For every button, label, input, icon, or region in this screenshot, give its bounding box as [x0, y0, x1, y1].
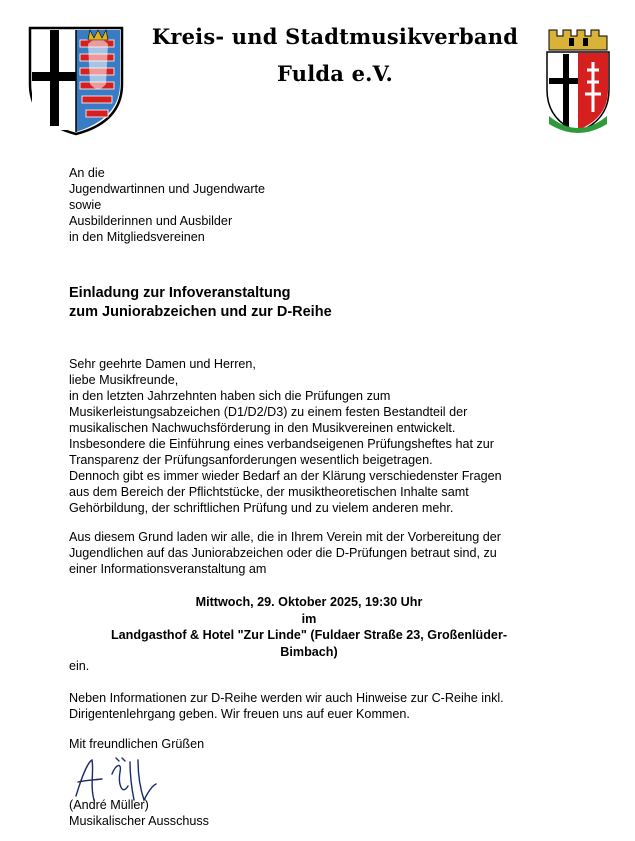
body-line: Neben Informationen zur D-Reihe werden wir auch Hinweise zur C-Reihe inkl. [69, 691, 504, 705]
recipient-line: in den Mitgliedsvereinen [69, 230, 205, 244]
body-line: Insbesondere die Einführung eines verbandseigenen Prüfungsheftes hat zur [69, 437, 494, 451]
body-line: Dirigentenlehrgang geben. Wir freuen uns auf euer Kommen. [69, 707, 410, 721]
signer-name: (André Müller) [69, 798, 149, 812]
body-line: musikalischen Nachwuchsförderung in den Musikvereinen entwickelt. [69, 421, 456, 435]
city-crest-icon [543, 20, 613, 134]
event-details [69, 594, 549, 660]
body-line: ein. [69, 659, 90, 673]
subject-line: Einladung zur Infoveranstaltung [69, 285, 291, 301]
body-line: in den letzten Jahrzehnten haben sich die Prüfungen zum [69, 389, 391, 403]
event-venue-line2: Bimbach) [280, 644, 338, 659]
recipients-block [69, 165, 265, 245]
letterhead-title [130, 18, 540, 92]
body-line: Transparenz der Prüfungsanforderungen wesentlich beigetragen. [69, 453, 433, 467]
subject-heading [69, 284, 332, 322]
ein-line [69, 658, 89, 674]
body-line: Musikerleistungsabzeichen (D1/D2/D3) zu einem festen Bestandteil der [69, 405, 468, 419]
signer-role: Musikalischer Ausschuss [69, 814, 209, 828]
recipient-line: An die [69, 166, 105, 180]
body-paragraph-2 [69, 529, 501, 577]
body-line: Jugendlichen auf das Juniorabzeichen oder die D-Prüfungen betraut sind, zu [69, 546, 497, 560]
recipient-line: Jugendwartinnen und Jugendwarte [69, 182, 266, 196]
recipient-line: sowie [69, 198, 102, 212]
event-date: Mittwoch, 29. Oktober 2025, 19:30 Uhr [195, 595, 423, 609]
body-line: Sehr geehrte Damen und Herren, [69, 357, 256, 371]
body-line: Gehörbildung, der schriftlichen Prüfung und zu vielem anderen mehr. [69, 501, 454, 515]
org-name-line2: Fulda e.V. [277, 61, 393, 86]
event-in: im [301, 611, 317, 626]
body-line: aus dem Bereich der Pflichtstücke, der musiktheoretischen Inhalte samt [69, 485, 469, 499]
closing-text: Mit freundlichen Grüßen [69, 737, 205, 751]
recipient-line: Ausbilderinnen und Ausbilder [69, 214, 233, 228]
org-name-line1: Kreis- und Stadtmusikverband [151, 24, 519, 49]
county-crest-icon [26, 24, 126, 136]
body-paragraph-3 [69, 690, 504, 722]
body-line: Aus diesem Grund laden wir alle, die in Ihrem Verein mit der Vorbereitung der [69, 530, 501, 544]
body-line: liebe Musikfreunde, [69, 373, 179, 387]
closing-line [69, 736, 204, 752]
event-venue-line1: Landgasthof & Hotel "Zur Linde" (Fuldaer Straße 23, Großenlüder- [110, 628, 508, 642]
body-paragraph-1 [69, 356, 502, 516]
subject-line: zum Juniorabzeichen und zur D-Reihe [69, 304, 332, 320]
signer-block [69, 797, 209, 829]
body-line: Dennoch gibt es immer wieder Bedarf an der Klärung verschiedenster Fragen [69, 469, 502, 483]
body-line: einer Informationsveranstaltung am [69, 562, 267, 576]
